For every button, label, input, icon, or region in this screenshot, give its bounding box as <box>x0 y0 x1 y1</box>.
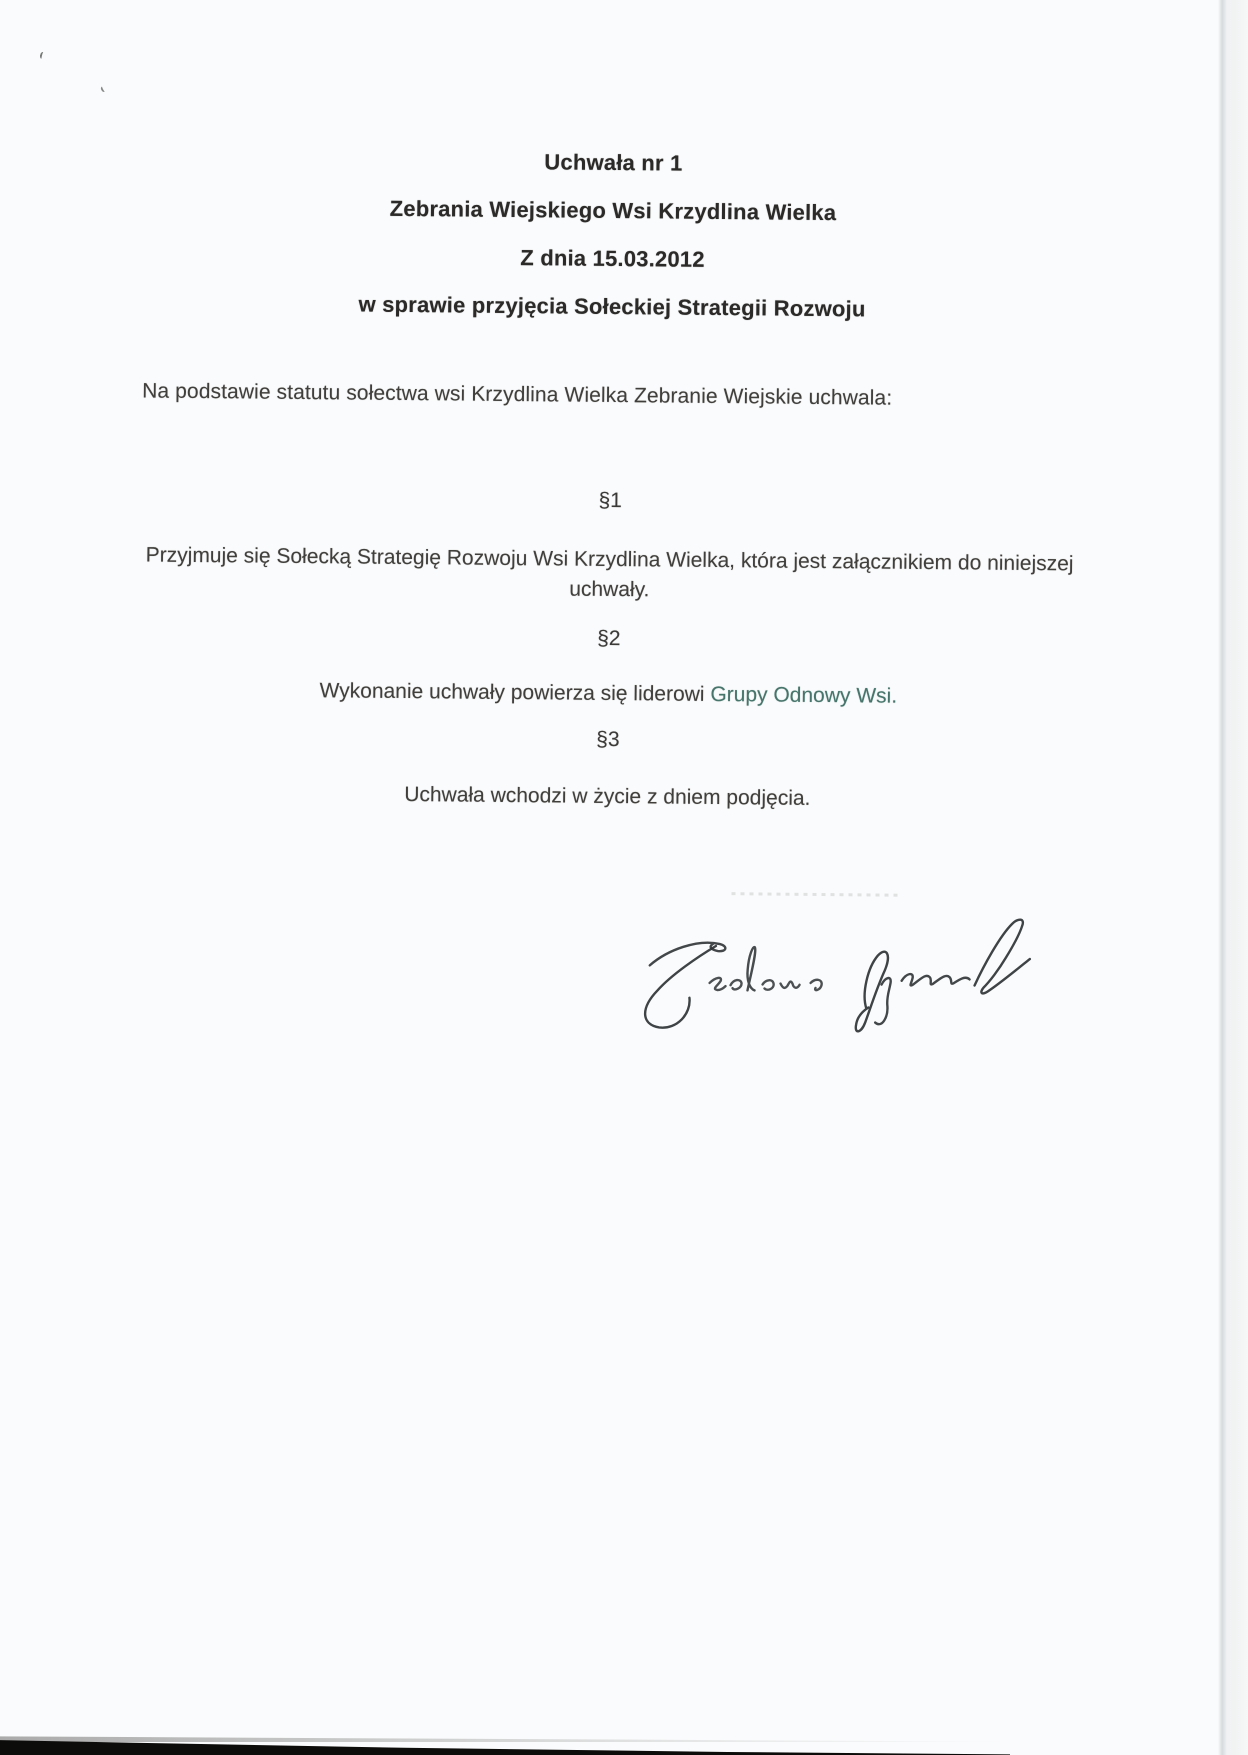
intro-paragraph: Na podstawie statutu sołectwa wsi Krzydlina Wielka Zebranie Wiejskie uchwala: <box>142 379 893 410</box>
section-3-paragraph: Uchwała wchodzi w życie z dniem podjęcia. <box>404 783 811 810</box>
handwritten-signature <box>623 893 1036 1052</box>
section-2-mark: §2 <box>597 626 621 651</box>
section-2-text-teal-fringe: Grupy Odnowy Wsi. <box>710 682 898 708</box>
signature-stroke <box>763 980 774 990</box>
section-2-paragraph <box>0 673 1223 715</box>
scanner-bed-edge-soft <box>0 1734 1010 1742</box>
section-1-paragraph <box>0 539 1225 611</box>
header-assembly-name: Zebrania Wiejskiego Wsi Krzydlina Wielka <box>389 195 837 226</box>
section-1-mark: §1 <box>598 488 622 513</box>
section-1-line-2: uchwały. <box>569 577 650 602</box>
signature-stroke <box>731 980 742 990</box>
page-right-edge-shadow <box>1218 0 1248 1755</box>
signature-stroke <box>781 981 800 988</box>
header-date: Z dnia 15.03.2012 <box>520 245 705 272</box>
document-title: Uchwała nr 1 <box>544 149 683 176</box>
signature-stroke <box>747 947 755 990</box>
signature-stroke <box>856 951 888 1031</box>
section-3-mark: §3 <box>596 727 620 752</box>
signature-stroke <box>902 974 970 986</box>
signature-stroke <box>710 978 726 990</box>
section-1-line-1: Przyjmuje się Sołecką Strategię Rozwoju Wsi Krzydlina Wielka, która jest załącznikiem do niniejszej <box>145 543 1074 576</box>
signature-stroke <box>811 980 822 990</box>
header-subject: w sprawie przyjęcia Sołeckiej Strategii Rozwoju <box>358 291 866 322</box>
signature-stroke <box>645 945 716 1028</box>
signature-stroke <box>974 919 1030 994</box>
section-2-text: Wykonanie uchwały powierza się liderowi <box>319 679 711 706</box>
